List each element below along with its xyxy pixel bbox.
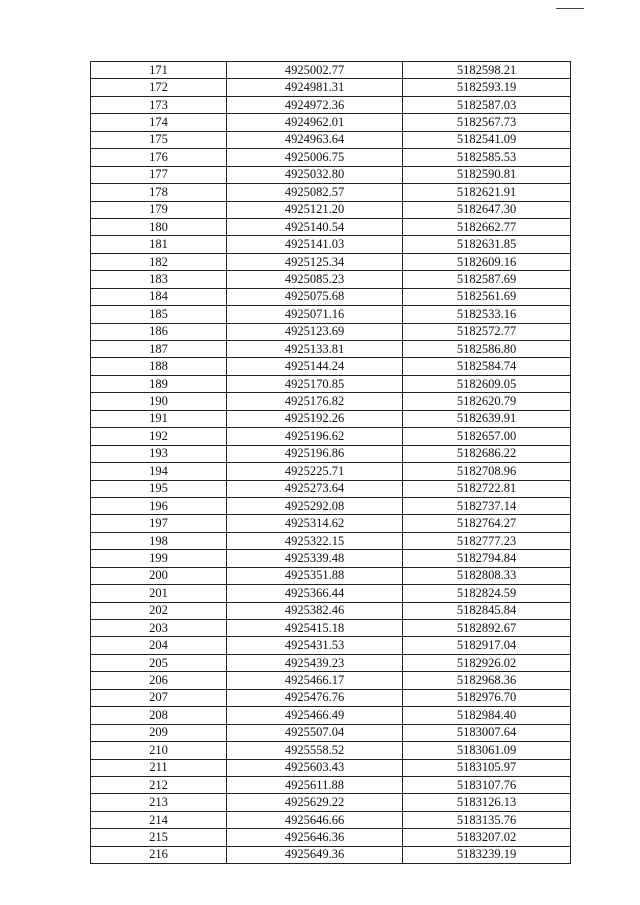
- point-number-cell: 182: [91, 253, 227, 270]
- y-coordinate-cell: 5182917.04: [403, 637, 571, 654]
- y-coordinate-cell: 5182621.91: [403, 184, 571, 201]
- point-number-cell: 185: [91, 306, 227, 323]
- table-row: [91, 794, 571, 811]
- y-coordinate-cell: 5182541.09: [403, 131, 571, 148]
- point-number-cell: 213: [91, 794, 227, 811]
- x-coordinate-cell: 4925123.69: [227, 323, 403, 340]
- table-row: [91, 550, 571, 567]
- table-row: [91, 79, 571, 96]
- y-coordinate-cell: 5182662.77: [403, 218, 571, 235]
- y-coordinate-cell: 5182587.03: [403, 96, 571, 113]
- point-number-cell: 174: [91, 114, 227, 131]
- y-coordinate-cell: 5182609.05: [403, 375, 571, 392]
- point-number-cell: 214: [91, 811, 227, 828]
- y-coordinate-cell: 5183135.76: [403, 811, 571, 828]
- x-coordinate-cell: 4924963.64: [227, 131, 403, 148]
- table-row: [91, 742, 571, 759]
- y-coordinate-cell: 5182892.67: [403, 620, 571, 637]
- point-number-cell: 200: [91, 567, 227, 584]
- y-coordinate-cell: 5182794.84: [403, 550, 571, 567]
- x-coordinate-cell: 4925071.16: [227, 306, 403, 323]
- point-number-cell: 189: [91, 375, 227, 392]
- point-number-cell: 194: [91, 463, 227, 480]
- x-coordinate-cell: 4925140.54: [227, 218, 403, 235]
- point-number-cell: 209: [91, 724, 227, 741]
- table-row: [91, 306, 571, 323]
- y-coordinate-cell: 5182737.14: [403, 497, 571, 514]
- table-row: [91, 724, 571, 741]
- point-number-cell: 196: [91, 497, 227, 514]
- point-number-cell: 202: [91, 602, 227, 619]
- point-number-cell: 192: [91, 428, 227, 445]
- x-coordinate-cell: 4925032.80: [227, 166, 403, 183]
- table-row: [91, 776, 571, 793]
- point-number-cell: 206: [91, 672, 227, 689]
- x-coordinate-cell: 4924972.36: [227, 96, 403, 113]
- y-coordinate-cell: 5182631.85: [403, 236, 571, 253]
- y-coordinate-cell: 5182590.81: [403, 166, 571, 183]
- point-number-cell: 188: [91, 358, 227, 375]
- x-coordinate-cell: 4925125.34: [227, 253, 403, 270]
- point-number-cell: 198: [91, 532, 227, 549]
- y-coordinate-cell: 5183105.97: [403, 759, 571, 776]
- x-coordinate-cell: 4925431.53: [227, 637, 403, 654]
- point-number-cell: 186: [91, 323, 227, 340]
- point-number-cell: 173: [91, 96, 227, 113]
- x-coordinate-cell: 4925439.23: [227, 654, 403, 671]
- x-coordinate-cell: 4925649.36: [227, 846, 403, 863]
- y-coordinate-cell: 5182584.74: [403, 358, 571, 375]
- table-row: [91, 323, 571, 340]
- x-coordinate-cell: 4925225.71: [227, 463, 403, 480]
- point-number-cell: 205: [91, 654, 227, 671]
- x-coordinate-cell: 4925366.44: [227, 585, 403, 602]
- y-coordinate-cell: 5182586.80: [403, 341, 571, 358]
- y-coordinate-cell: 5183107.76: [403, 776, 571, 793]
- point-number-cell: 181: [91, 236, 227, 253]
- y-coordinate-cell: 5182722.81: [403, 480, 571, 497]
- x-coordinate-cell: 4925170.85: [227, 375, 403, 392]
- x-coordinate-cell: 4925466.49: [227, 707, 403, 724]
- x-coordinate-cell: 4925273.64: [227, 480, 403, 497]
- y-coordinate-cell: 5183007.64: [403, 724, 571, 741]
- x-coordinate-cell: 4925192.26: [227, 410, 403, 427]
- table-row: [91, 341, 571, 358]
- point-number-cell: 193: [91, 445, 227, 462]
- y-coordinate-cell: 5182808.33: [403, 567, 571, 584]
- x-coordinate-cell: 4925133.81: [227, 341, 403, 358]
- x-coordinate-cell: 4925196.62: [227, 428, 403, 445]
- table-row: [91, 707, 571, 724]
- table-row: [91, 236, 571, 253]
- y-coordinate-cell: 5183207.02: [403, 829, 571, 846]
- y-coordinate-cell: 5182620.79: [403, 393, 571, 410]
- table-row: [91, 515, 571, 532]
- x-coordinate-cell: 4925603.43: [227, 759, 403, 776]
- x-coordinate-cell: 4925351.88: [227, 567, 403, 584]
- table-row: [91, 585, 571, 602]
- y-coordinate-cell: 5182585.53: [403, 149, 571, 166]
- y-coordinate-cell: 5182686.22: [403, 445, 571, 462]
- x-coordinate-cell: 4925466.17: [227, 672, 403, 689]
- table-row: [91, 829, 571, 846]
- point-number-cell: 176: [91, 149, 227, 166]
- y-coordinate-cell: 5182657.00: [403, 428, 571, 445]
- point-number-cell: 197: [91, 515, 227, 532]
- x-coordinate-cell: 4925646.36: [227, 829, 403, 846]
- table-row: [91, 532, 571, 549]
- point-number-cell: 216: [91, 846, 227, 863]
- table-row: [91, 96, 571, 113]
- point-number-cell: 190: [91, 393, 227, 410]
- x-coordinate-cell: 4925292.08: [227, 497, 403, 514]
- table-row: [91, 654, 571, 671]
- table-row: [91, 166, 571, 183]
- y-coordinate-cell: 5182926.02: [403, 654, 571, 671]
- point-number-cell: 211: [91, 759, 227, 776]
- x-coordinate-cell: 4925476.76: [227, 689, 403, 706]
- point-number-cell: 203: [91, 620, 227, 637]
- table-row: [91, 131, 571, 148]
- y-coordinate-cell: 5182593.19: [403, 79, 571, 96]
- point-number-cell: 177: [91, 166, 227, 183]
- table-row: [91, 62, 571, 79]
- x-coordinate-cell: 4924981.31: [227, 79, 403, 96]
- x-coordinate-cell: 4925144.24: [227, 358, 403, 375]
- x-coordinate-cell: 4925611.88: [227, 776, 403, 793]
- y-coordinate-cell: 5182984.40: [403, 707, 571, 724]
- table-row: [91, 253, 571, 270]
- y-coordinate-cell: 5182764.27: [403, 515, 571, 532]
- x-coordinate-cell: 4925085.23: [227, 271, 403, 288]
- x-coordinate-cell: 4925415.18: [227, 620, 403, 637]
- y-coordinate-cell: 5183061.09: [403, 742, 571, 759]
- table-row: [91, 375, 571, 392]
- y-coordinate-cell: 5182567.73: [403, 114, 571, 131]
- point-number-cell: 187: [91, 341, 227, 358]
- point-number-cell: 195: [91, 480, 227, 497]
- table-row: [91, 567, 571, 584]
- table-row: [91, 288, 571, 305]
- table-row: [91, 445, 571, 462]
- x-coordinate-cell: 4925339.48: [227, 550, 403, 567]
- y-coordinate-cell: 5182647.30: [403, 201, 571, 218]
- table-row: [91, 759, 571, 776]
- table-row: [91, 201, 571, 218]
- point-number-cell: 179: [91, 201, 227, 218]
- table-row: [91, 689, 571, 706]
- y-coordinate-cell: 5183239.19: [403, 846, 571, 863]
- point-number-cell: 204: [91, 637, 227, 654]
- point-number-cell: 215: [91, 829, 227, 846]
- table-row: [91, 637, 571, 654]
- x-coordinate-cell: 4925075.68: [227, 288, 403, 305]
- point-number-cell: 201: [91, 585, 227, 602]
- y-coordinate-cell: 5182533.16: [403, 306, 571, 323]
- corner-rule: [556, 8, 584, 9]
- table-row: [91, 410, 571, 427]
- y-coordinate-cell: 5182609.16: [403, 253, 571, 270]
- x-coordinate-cell: 4925176.82: [227, 393, 403, 410]
- table-row: [91, 184, 571, 201]
- y-coordinate-cell: 5182587.69: [403, 271, 571, 288]
- y-coordinate-cell: 5182777.23: [403, 532, 571, 549]
- x-coordinate-cell: 4925507.04: [227, 724, 403, 741]
- point-number-cell: 191: [91, 410, 227, 427]
- x-coordinate-cell: 4925141.03: [227, 236, 403, 253]
- coordinates-table-body: [91, 62, 571, 864]
- x-coordinate-cell: 4925629.22: [227, 794, 403, 811]
- x-coordinate-cell: 4925382.46: [227, 602, 403, 619]
- point-number-cell: 207: [91, 689, 227, 706]
- table-row: [91, 463, 571, 480]
- table-row: [91, 811, 571, 828]
- table-row: [91, 497, 571, 514]
- table-row: [91, 672, 571, 689]
- point-number-cell: 180: [91, 218, 227, 235]
- table-row: [91, 393, 571, 410]
- point-number-cell: 199: [91, 550, 227, 567]
- table-row: [91, 358, 571, 375]
- table-row: [91, 149, 571, 166]
- table-row: [91, 271, 571, 288]
- point-number-cell: 208: [91, 707, 227, 724]
- y-coordinate-cell: 5182845.84: [403, 602, 571, 619]
- y-coordinate-cell: 5182824.59: [403, 585, 571, 602]
- point-number-cell: 172: [91, 79, 227, 96]
- point-number-cell: 183: [91, 271, 227, 288]
- y-coordinate-cell: 5182598.21: [403, 62, 571, 79]
- table-row: [91, 602, 571, 619]
- x-coordinate-cell: 4925082.57: [227, 184, 403, 201]
- x-coordinate-cell: 4925006.75: [227, 149, 403, 166]
- y-coordinate-cell: 5183126.13: [403, 794, 571, 811]
- y-coordinate-cell: 5182572.77: [403, 323, 571, 340]
- y-coordinate-cell: 5182708.96: [403, 463, 571, 480]
- point-number-cell: 212: [91, 776, 227, 793]
- table-row: [91, 846, 571, 863]
- point-number-cell: 171: [91, 62, 227, 79]
- coordinates-table: [90, 61, 571, 864]
- point-number-cell: 178: [91, 184, 227, 201]
- x-coordinate-cell: 4925196.86: [227, 445, 403, 462]
- table-row: [91, 218, 571, 235]
- y-coordinate-cell: 5182968.36: [403, 672, 571, 689]
- point-number-cell: 210: [91, 742, 227, 759]
- x-coordinate-cell: 4925558.52: [227, 742, 403, 759]
- x-coordinate-cell: 4925322.15: [227, 532, 403, 549]
- y-coordinate-cell: 5182976.70: [403, 689, 571, 706]
- point-number-cell: 175: [91, 131, 227, 148]
- point-number-cell: 184: [91, 288, 227, 305]
- x-coordinate-cell: 4925314.62: [227, 515, 403, 532]
- x-coordinate-cell: 4925121.20: [227, 201, 403, 218]
- x-coordinate-cell: 4924962.01: [227, 114, 403, 131]
- y-coordinate-cell: 5182639.91: [403, 410, 571, 427]
- x-coordinate-cell: 4925002.77: [227, 62, 403, 79]
- table-row: [91, 114, 571, 131]
- table-row: [91, 620, 571, 637]
- table-row: [91, 428, 571, 445]
- table-row: [91, 480, 571, 497]
- x-coordinate-cell: 4925646.66: [227, 811, 403, 828]
- y-coordinate-cell: 5182561.69: [403, 288, 571, 305]
